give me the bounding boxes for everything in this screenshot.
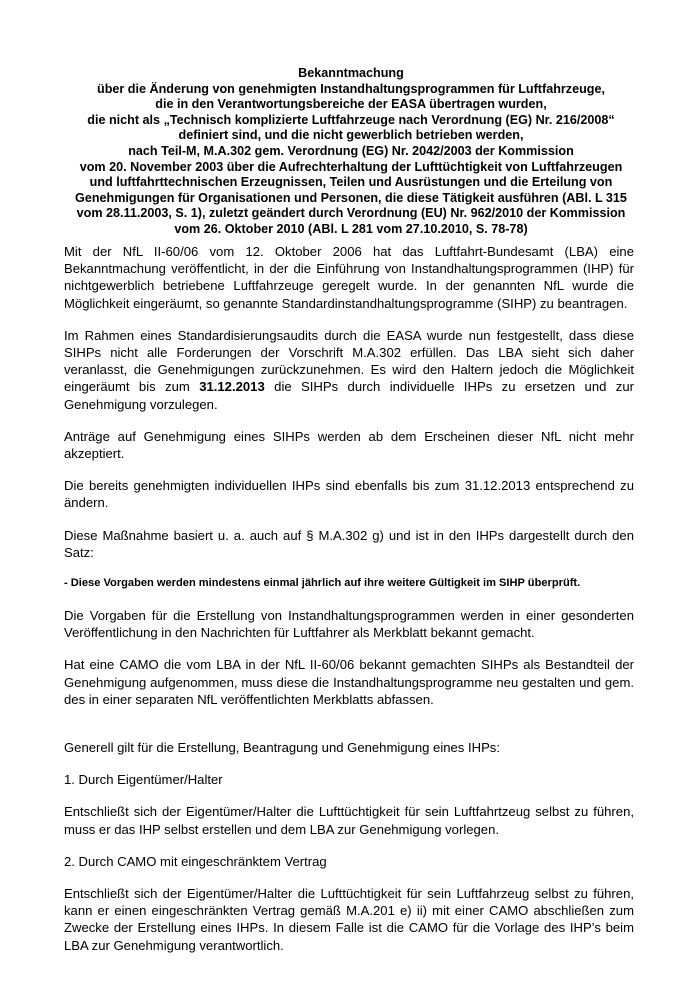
title-line: vom 26. Oktober 2010 (ABl. L 281 vom 27.10.2010, S. 78-78) [174,221,528,236]
title-line: Bekanntmachung [298,66,404,80]
paragraph-audit-text-end: die SIHPs durch individuelle IHPs zu ersetzen und zur Genehmigung vorzulegen. [64,379,634,412]
deadline-date: 31.12.2013 [199,379,265,395]
title-line: über die Änderung von genehmigten Instandhaltungsprogrammen für Luftfahrzeuge, [97,81,605,96]
section-heading-owner: 1. Durch Eigentümer/Halter [64,772,223,788]
title-line: die nicht als „Technisch komplizierte Luftfahrzeuge nach Verordnung (EG) Nr. 216/2008“ [87,112,615,127]
title-line: vom 20. November 2003 über die Aufrechterhaltung der Lufttüchtigkeit von Luftfahrzeugen [79,159,623,174]
paragraph-audit-text: Im Rahmen eines Standardisierungsaudits durch die EASA wurde nun festgestellt, dass diese SIHPs nicht alle Forderungen der Vorschrift M.A.302 erfüllen. Das LBA sieht sich daher veranlasst, die Genehmigungen zurückzunehmen. Es wird den Haltern jedoch die Möglichkeit eingeräumt bis zum [64,327,634,395]
quoted-sentence: - Diese Vorgaben werden mindestens einmal jährlich auf ihre weitere Gültigkeit im SIHP überprüft. [64,577,581,590]
paragraph-intro: Mit der NfL II-60/06 vom 12. Oktober 2006 hat das Luftfahrt-Bundesamt (LBA) eine Bekanntmachung veröffentlicht, in der die Einführung von Instandhaltungsprogrammen (IHP) für nichtgewerblich betriebene Luftfahrzeuge geregelt wurde. In der genannten NfL wurde die Möglichkeit eingeräumt, so genannte Standardinstandhaltungsprogramme (SIHP) zu beantragen. [64,244,634,311]
paragraph-owner: Entschließt sich der Eigentümer/Halter die Lufttüchtigkeit für sein Luftfahrtzeug selbst zu führen, muss er das IHP selbst erstellen und dem LBA zur Genehmigung vorlegen. [64,804,634,837]
paragraph-measure: Diese Maßnahme basiert u. a. auch auf § M.A.302 g) und ist in den IHPs dargestellt durch den Satz: [64,527,634,560]
paragraph-applications: Anträge auf Genehmigung eines SIHPs werden ab dem Erscheinen dieser NfL nicht mehr akzeptiert. [64,428,634,462]
section-heading-camo: 2. Durch CAMO mit eingeschränktem Vertrag [64,853,327,869]
title-line: die in den Verantwortungsbereiche der EASA übertragen wurden, [155,97,547,112]
document-title [64,66,638,238]
paragraph-audit [64,327,634,413]
paragraph-guidelines: Die Vorgaben für die Erstellung von Instandhaltungsprogrammen werden in einer gesonderten Veröffentlichung in den Nachrichten für Luftfahrer als Merkblatt bekannt gemacht. [64,608,634,641]
title-line: vom 28.11.2003, S. 1), zuletzt geändert durch Verordnung (EU) Nr. 962/2010 der Kommission [76,206,626,221]
title-line: definiert sind, und die nicht gewerblich betrieben werden, [178,128,524,143]
paragraph-individual-ihp: Die bereits genehmigten individuellen IHPs sind ebenfalls bis zum 31.12.2013 entsprechend zu ändern. [64,478,634,511]
paragraph-camo-contract: Entschließt sich der Eigentümer/Halter die Lufttüchtigkeit für sein Luftfahrzeug selbst zu führen, kann er einen eingeschränkten Vertrag gemäß M.A.201 e) ii) mit einer CAMO abschließen zum Zwecke der Erstellung eines IHPs. In diesem Falle ist die CAMO für die Vorlage des IHP’s beim LBA zur Genehmigung verantwortlich. [64,886,634,953]
paragraph-camo: Hat eine CAMO die vom LBA in der NfL II-60/06 bekannt gemachten SIHPs als Bestandteil der Genehmigung aufgenommen, muss diese die Instandhaltungsprogramme neu gestalten und gem. des in einer separaten NfL veröffentlichten Merkblatts abfassen. [64,657,634,707]
title-line: Genehmigungen für Organisationen und Personen, die diese Tätigkeit ausführen (ABl. L 315 [75,190,627,205]
title-line: nach Teil-M, M.A.302 gem. Verordnung (EG) Nr. 2042/2003 der Kommission [128,143,574,158]
document-body [64,243,634,969]
title-line: und luftfahrttechnischen Erzeugnissen, Teilen und Ausrüstungen und die Erteilung von [89,175,613,190]
paragraph-general: Generell gilt für die Erstellung, Beantragung und Genehmigung eines IHPs: [64,740,500,756]
